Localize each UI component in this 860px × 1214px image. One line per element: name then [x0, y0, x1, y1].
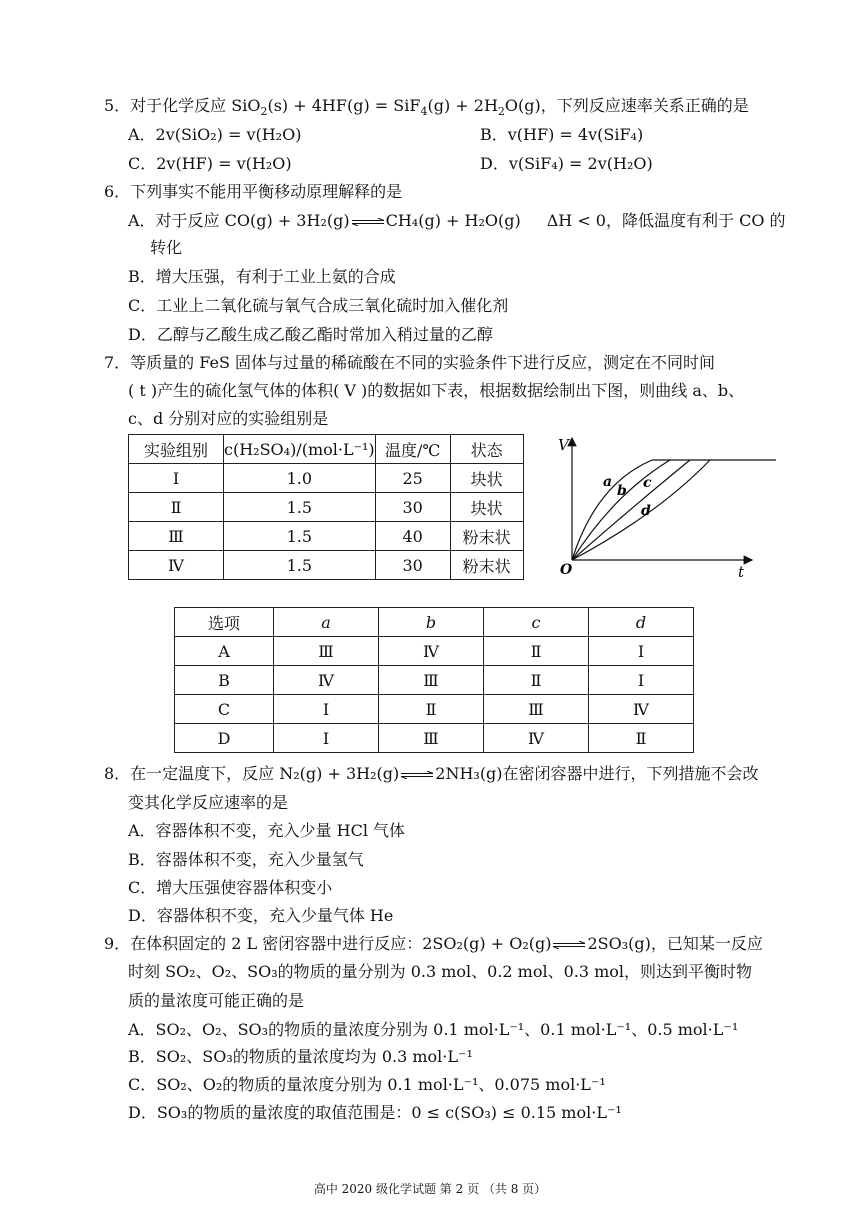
table-cell: A: [175, 637, 274, 666]
x-axis-label: t: [738, 563, 745, 581]
table-cell: 1.0: [224, 464, 376, 493]
table-header-row: [175, 608, 694, 637]
q8-option-d[interactable]: D．容器体积不变，充入少量气体 He: [128, 906, 394, 925]
table-row: [175, 724, 694, 753]
table-row: [129, 551, 524, 580]
table-cell: Ⅰ: [274, 695, 379, 724]
table-cell: Ⅳ: [274, 666, 379, 695]
table-row: [175, 666, 694, 695]
q7-line1: 7．等质量的 FeS 固体与过量的稀硫酸在不同的实验条件下进行反应，测定在不同时间: [104, 353, 716, 372]
table-cell: Ⅱ: [484, 666, 589, 695]
table-header-cell: 选项: [175, 608, 274, 637]
curve-b-label: b: [617, 483, 627, 499]
q9-stem: 9．在体积固定的 2 L 密闭容器中进行反应：2SO₂(g) + O₂(g) 2SO₃(g)，已知某一反应: [104, 934, 763, 953]
table-cell: Ⅱ: [589, 724, 694, 753]
q6-option-a-cont: 转化: [150, 238, 183, 257]
q5-stem: 5．对于化学反应 $SiO_2(s) + 4HF(g) = SiF_4(g) + 2H_2O(g)$，下列反应速率关系正确的是: [104, 96, 749, 119]
table-cell: Ⅰ: [589, 637, 694, 666]
curve-a-label: a: [603, 474, 613, 490]
curve-d-label: d: [641, 503, 651, 519]
q9-option-d[interactable]: D．SO₃的物质的量浓度的取值范围是：0 ≤ c(SO₃) ≤ 0.15 mol·L⁻¹: [128, 1103, 622, 1122]
volume-time-graph: [552, 432, 792, 582]
table-header-cell: b: [379, 608, 484, 637]
table-header-cell: a: [274, 608, 379, 637]
table-header-cell: d: [589, 608, 694, 637]
table-cell: Ⅰ: [589, 666, 694, 695]
q6-option-d[interactable]: D．乙醇与乙酸生成乙酸乙酯时常加入稍过量的乙醇: [128, 325, 493, 344]
table-cell: Ⅰ: [274, 724, 379, 753]
page-footer: 高中 2020 级化学试题 第 2 页 （共 8 页）: [313, 1182, 547, 1196]
table-cell: Ⅳ: [484, 724, 589, 753]
curve-c: [572, 460, 690, 560]
q8-stem-cont: 变其化学反应速率的是: [128, 793, 289, 812]
table-cell: 块状: [450, 493, 523, 522]
table-header-cell: 实验组别: [129, 435, 224, 464]
table-cell: Ⅳ: [129, 551, 224, 580]
q6-option-a[interactable]: A．对于反应 CO(g) + 3H₂(g) CH₄(g) + H₂O(g) ΔH < 0，降低温度有利于 CO 的: [128, 211, 786, 230]
table-cell: 30: [375, 493, 450, 522]
table-cell: Ⅲ: [274, 637, 379, 666]
table-cell: 块状: [450, 464, 523, 493]
q8-option-b[interactable]: B．容器体积不变，充入少量氢气: [128, 850, 364, 869]
table-cell: 1.5: [224, 493, 376, 522]
table-header-cell: 状态: [450, 435, 523, 464]
q8-option-a[interactable]: A．容器体积不变，充入少量 HCl 气体: [128, 821, 406, 840]
table-cell: 25: [375, 464, 450, 493]
q7-line2: ( t )产生的硫化氢气体的体积( V )的数据如下表，根据数据绘制出下图，则曲线 a、b、: [128, 381, 745, 400]
q8-stem: 8．在一定温度下，反应 N₂(g) + 3H₂(g) 2NH₃(g)在密闭容器中进行，下列措施不会改: [104, 764, 759, 783]
table-header-cell: 温度/℃: [375, 435, 450, 464]
table-cell: 40: [375, 522, 450, 551]
table-cell: 30: [375, 551, 450, 580]
table-cell: Ⅳ: [379, 637, 484, 666]
table-cell: 粉末状: [450, 551, 523, 580]
table-row: [129, 464, 524, 493]
curve-c-label: c: [643, 475, 652, 491]
options-table: [174, 607, 694, 753]
table-row: [129, 522, 524, 551]
table-header-cell: c(H₂SO₄)/(mol·L⁻¹): [224, 435, 376, 464]
table-cell: D: [175, 724, 274, 753]
table-header-cell: c: [484, 608, 589, 637]
q9-option-b[interactable]: B．SO₂、SO₃的物质的量浓度均为 0.3 mol·L⁻¹: [128, 1047, 473, 1066]
q8-option-c[interactable]: C．增大压强使容器体积变小: [128, 878, 333, 897]
equilibrium-arrow-icon: [552, 941, 586, 949]
table-cell: C: [175, 695, 274, 724]
q9-option-c[interactable]: C．SO₂、O₂的物质的量浓度分别为 0.1 mol·L⁻¹、0.075 mol·L⁻¹: [128, 1075, 606, 1094]
table-cell: Ⅲ: [484, 695, 589, 724]
table-cell: Ⅲ: [129, 522, 224, 551]
table-cell: Ⅱ: [129, 493, 224, 522]
q7-line3: c、d 分别对应的实验组别是: [128, 409, 329, 428]
table-cell: Ⅲ: [379, 724, 484, 753]
table-cell: Ⅳ: [589, 695, 694, 724]
table-row: [175, 695, 694, 724]
table-row: [129, 493, 524, 522]
q5-option-b[interactable]: B．v(HF) = 4v(SiF₄): [480, 125, 644, 144]
experiment-table: [128, 434, 524, 580]
q9-stem-cont1: 时刻 SO₂、O₂、SO₃的物质的量分别为 0.3 mol、0.2 mol、0.3 mol，则达到平衡时物: [128, 962, 753, 981]
table-cell: Ⅱ: [484, 637, 589, 666]
table-cell: Ⅰ: [129, 464, 224, 493]
table-cell: 粉末状: [450, 522, 523, 551]
table-cell: 1.5: [224, 551, 376, 580]
table-cell: Ⅱ: [379, 695, 484, 724]
q5-option-a[interactable]: A．2v(SiO₂) = v(H₂O): [128, 125, 302, 144]
table-row: [175, 637, 694, 666]
q5-option-d[interactable]: D．v(SiF₄) = 2v(H₂O): [480, 154, 653, 173]
table-cell: B: [175, 666, 274, 695]
y-axis-label: V: [558, 436, 569, 454]
table-cell: Ⅲ: [379, 666, 484, 695]
equilibrium-arrow-icon: [351, 218, 385, 226]
equilibrium-arrow-icon: [400, 771, 434, 779]
q6-option-b[interactable]: B．增大压强，有利于工业上氨的合成: [128, 267, 396, 286]
q6-option-c[interactable]: C．工业上二氧化硫与氧气合成三氧化硫时加入催化剂: [128, 296, 509, 315]
curve-b: [572, 460, 670, 560]
table-cell: 1.5: [224, 522, 376, 551]
table-header-row: [129, 435, 524, 464]
origin-label: O: [560, 562, 573, 578]
q9-stem-cont2: 质的量浓度可能正确的是: [128, 991, 305, 1010]
q9-option-a[interactable]: A．SO₂、O₂、SO₃的物质的量浓度分别为 0.1 mol·L⁻¹、0.1 mol·L⁻¹、0.5 mol·L⁻¹: [128, 1020, 739, 1039]
q5-option-c[interactable]: C．2v(HF) = v(H₂O): [128, 154, 292, 173]
q6-stem: 6．下列事实不能用平衡移动原理解释的是: [104, 182, 403, 201]
